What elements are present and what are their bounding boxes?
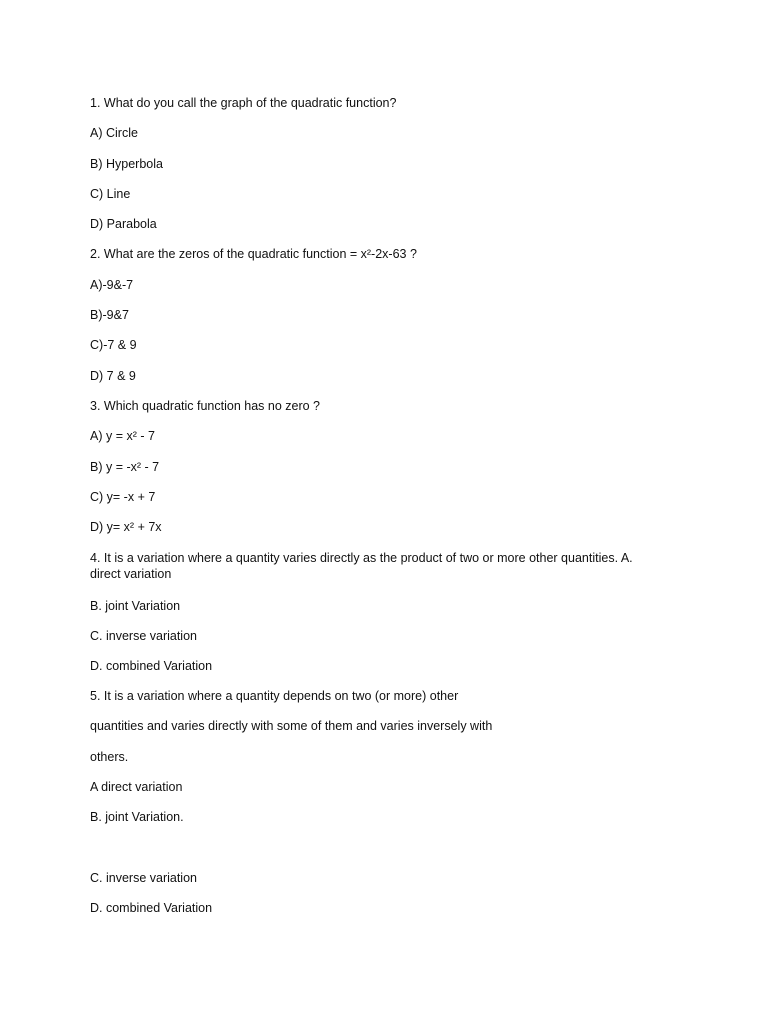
q3-option-d: D) y= x² + 7x	[90, 520, 162, 534]
question-4: 4. It is a variation where a quantity varies directly as the product of two or more other quantities. A. direct variation	[90, 551, 633, 581]
question-3: 3. Which quadratic function has no zero ?	[90, 399, 320, 413]
q2-option-d: D) 7 & 9	[90, 369, 136, 383]
q1-option-d: D) Parabola	[90, 217, 157, 231]
q2-option-c: C)-7 & 9	[90, 338, 137, 352]
q5-option-b: B. joint Variation.	[90, 810, 184, 824]
question-5-line-1: 5. It is a variation where a quantity depends on two (or more) other	[90, 689, 459, 703]
q5-option-a: A direct variation	[90, 780, 183, 794]
q1-option-c: C) Line	[90, 187, 131, 201]
q4-option-b: B. joint Variation	[90, 599, 181, 613]
question-5-line-2: quantities and varies directly with some of them and varies inversely with	[90, 719, 493, 733]
q4-option-c: C. inverse variation	[90, 629, 197, 643]
q1-option-b: B) Hyperbola	[90, 157, 163, 171]
q3-option-c: C) y= -x + 7	[90, 490, 156, 504]
q1-option-a: A) Circle	[90, 126, 138, 140]
question-2: 2. What are the zeros of the quadratic function = x²-2x-63 ?	[90, 247, 417, 261]
q2-option-b: B)-9&7	[90, 308, 129, 322]
q4-option-d: D. combined Variation	[90, 659, 213, 673]
q3-option-b: B) y = -x² - 7	[90, 460, 160, 474]
question-5-line-3: others.	[90, 750, 129, 764]
q5-option-c: C. inverse variation	[90, 871, 197, 885]
q5-option-d: D. combined Variation	[90, 901, 213, 915]
q3-option-a: A) y = x² - 7	[90, 429, 155, 443]
question-1: 1. What do you call the graph of the quadratic function?	[90, 96, 397, 110]
q2-option-a: A)-9&-7	[90, 278, 134, 292]
